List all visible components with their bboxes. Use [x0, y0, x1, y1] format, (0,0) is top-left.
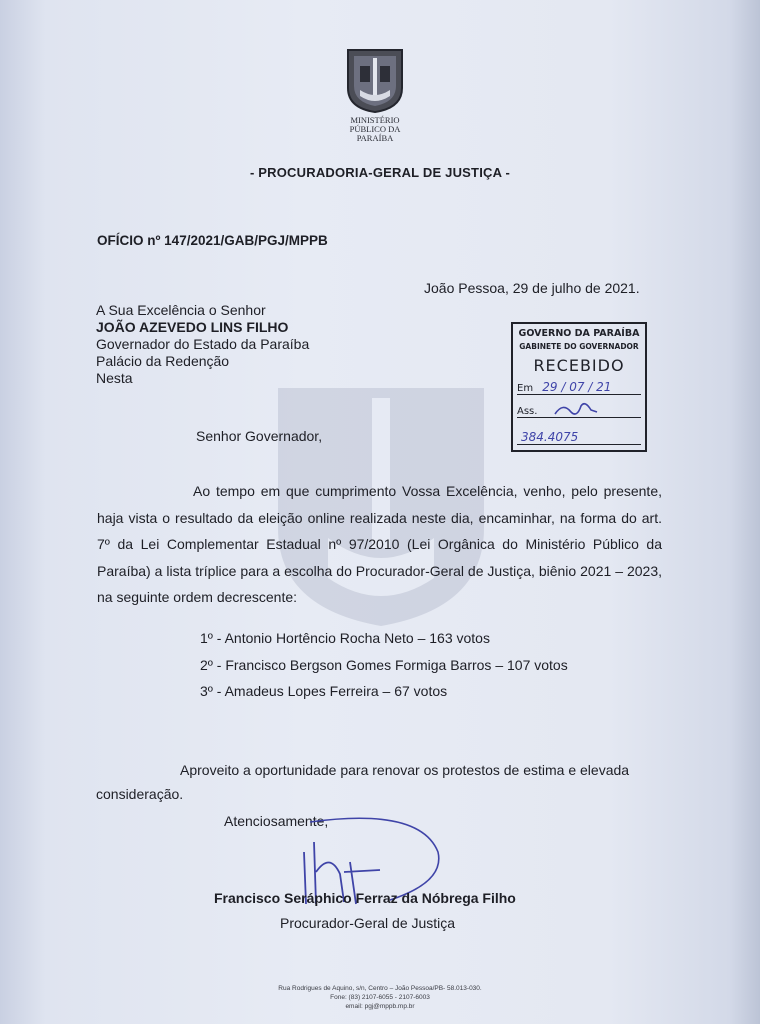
addressee-name: JOÃO AZEVEDO LINS FILHO: [96, 319, 289, 335]
stamp-initials-scribble: [551, 400, 601, 420]
salutation: Senhor Governador,: [196, 428, 323, 444]
stamp-number-row: [517, 430, 641, 445]
stamp-date-value: 29 / 07 / 21: [542, 380, 612, 394]
stamp-title: RECEBIDO: [533, 356, 625, 375]
footer-line-1: Rua Rodrigues de Aquino, s/n, Centro – João Pessoa/PB- 58.013-030.: [278, 985, 482, 992]
stamp-protocol-number: 384.4075: [521, 430, 579, 444]
addressee-line: A Sua Excelência o Senhor: [96, 302, 266, 318]
received-stamp: [511, 322, 647, 452]
logo-line-3: PARAÍBA: [356, 133, 394, 143]
signatory-name: Francisco Seráphico Ferraz da Nóbrega Filho: [214, 890, 516, 906]
footer-line-3: email: pgj@mppb.mp.br: [345, 1003, 415, 1010]
letter-date: João Pessoa, 29 de julho de 2021.: [424, 280, 640, 296]
addressee-place: Palácio da Redenção: [96, 353, 230, 369]
mppb-shield-logo: [346, 48, 404, 114]
logo-line-2: PÚBLICO DA: [349, 124, 401, 134]
candidate-1: 1º - Antonio Hortêncio Rocha Neto – 163 votos: [200, 630, 490, 646]
closing-text: Aproveito a oportunidade para renovar os protestos de estima e elevada consideração.: [96, 762, 630, 802]
body-text: Ao tempo em que cumprimento Vossa Excelência, venho, pelo presente, haja vista o resultado da eleição online realizada neste dia, encaminhar, na forma do art. 7º da Lei Complementar Estadual nº 97/2010 (Lei Orgânica do Ministério Público da Paraíba) a lista tríplice para a escolha do Procurador-Geral de Justiça, biênio 2021 – 2023, na seguinte ordem decrescente:: [97, 483, 662, 605]
stamp-government: GOVERNO DA PARAÍBA: [518, 328, 640, 339]
oficio-number: OFÍCIO nº 147/2021/GAB/PGJ/MPPB: [97, 233, 328, 248]
candidate-2: 2º - Francisco Bergson Gomes Formiga Barros – 107 votos: [200, 657, 568, 673]
stamp-date-label: Em: [517, 383, 534, 394]
signatory-role: Procurador-Geral de Justiça: [280, 915, 456, 931]
footer-line-2: Fone: (83) 2107-6055 - 2107-6003: [330, 994, 430, 1001]
stamp-date-row: [517, 380, 641, 395]
regards: Atenciosamente,: [224, 813, 329, 829]
stamp-signature-row: [517, 406, 641, 418]
closing-paragraph: [96, 758, 676, 806]
candidate-3: 3º - Amadeus Lopes Ferreira – 67 votos: [200, 683, 448, 699]
addressee-city: Nesta: [96, 370, 133, 386]
page-header: - PROCURADORIA-GERAL DE JUSTIÇA -: [249, 165, 511, 180]
logo-caption: [330, 116, 420, 143]
stamp-signature-label: Ass.: [517, 406, 538, 417]
logo-line-1: MINISTÉRIO: [350, 115, 400, 125]
body-paragraph: [97, 478, 662, 611]
footer-address: [0, 984, 760, 1011]
stamp-cabinet: GABINETE DO GOVERNADOR: [519, 342, 639, 351]
addressee-role: Governador do Estado da Paraíba: [96, 336, 310, 352]
